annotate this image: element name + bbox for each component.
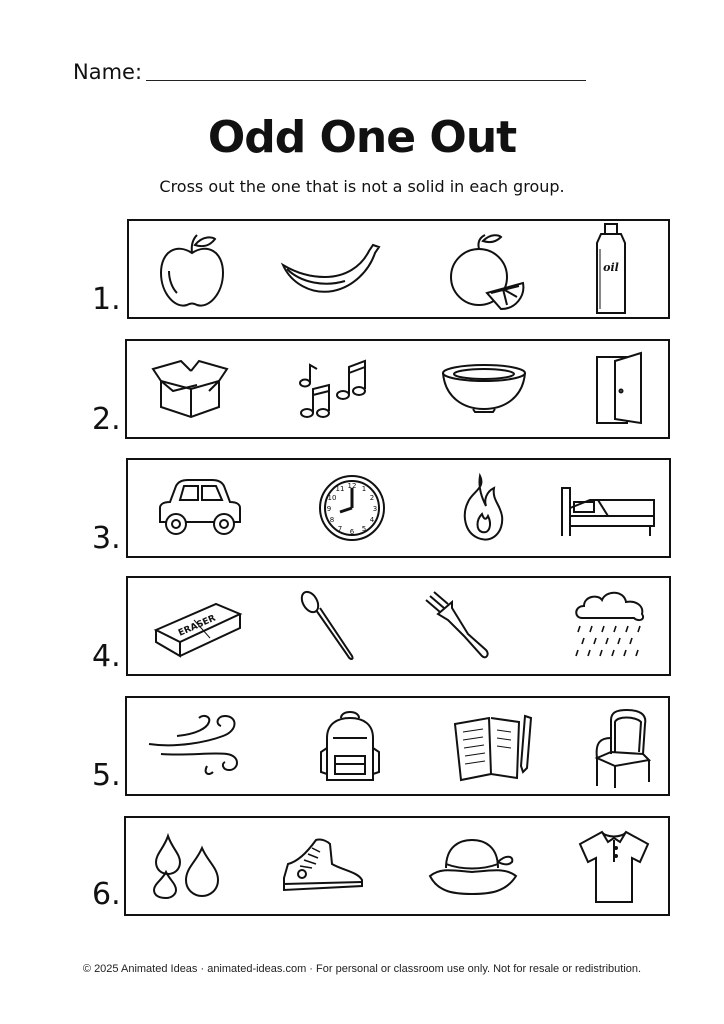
sneaker-icon[interactable] (282, 838, 364, 898)
svg-text:1: 1 (361, 485, 367, 493)
car-icon[interactable] (156, 478, 244, 538)
svg-text:9: 9 (326, 505, 332, 513)
row-number-5: 5. (92, 758, 121, 793)
row-4-box (126, 576, 671, 676)
row-1-box (127, 219, 670, 319)
bowl-icon[interactable] (441, 363, 527, 413)
svg-text:3: 3 (372, 505, 378, 513)
fire-icon[interactable] (458, 474, 506, 542)
rain-cloud-icon[interactable] (572, 590, 650, 662)
page-title: Odd One Out (207, 112, 517, 163)
music-notes-icon[interactable] (297, 355, 375, 421)
fork-icon[interactable] (424, 590, 494, 660)
hat-icon[interactable] (426, 838, 518, 896)
svg-text:8: 8 (329, 516, 335, 524)
name-line[interactable] (146, 80, 586, 81)
row-5-box (125, 696, 670, 796)
row-6-box (124, 816, 670, 916)
door-icon[interactable] (595, 351, 643, 425)
svg-text:4: 4 (369, 516, 375, 524)
wind-icon[interactable] (147, 714, 243, 776)
bed-icon[interactable] (558, 486, 656, 538)
svg-text:11: 11 (335, 485, 345, 493)
instructions: Cross out the one that is not a solid in each group. (159, 177, 565, 196)
svg-text:2: 2 (369, 494, 375, 502)
eraser-label: ERASER (177, 613, 218, 639)
svg-text:6: 6 (349, 528, 355, 536)
row-2-box (125, 339, 670, 439)
shirt-icon[interactable] (578, 828, 650, 904)
water-drops-icon[interactable] (150, 834, 224, 900)
svg-text:5: 5 (361, 525, 367, 533)
name-label: Name: (73, 60, 143, 84)
svg-text:10: 10 (327, 494, 337, 502)
row-3-box (126, 458, 671, 558)
row-number-3: 3. (92, 521, 121, 556)
svg-text:7: 7 (337, 525, 343, 533)
eraser-icon[interactable] (154, 600, 242, 658)
banana-icon[interactable] (281, 243, 381, 298)
row-number-6: 6. (92, 877, 121, 912)
clock-icon[interactable] (318, 474, 386, 542)
box-icon[interactable] (151, 357, 229, 419)
backpack-icon[interactable] (317, 708, 383, 786)
oil-label: oil (603, 261, 619, 274)
row-number-4: 4. (92, 639, 121, 674)
notebook-icon[interactable] (451, 712, 537, 782)
spoon-icon[interactable] (300, 590, 358, 664)
row-number-2: 2. (92, 402, 121, 437)
chair-icon[interactable] (593, 708, 651, 788)
oil-bottle-icon[interactable] (591, 223, 631, 315)
row-number-1: 1. (92, 282, 121, 317)
apple-icon[interactable] (157, 231, 227, 309)
orange-icon[interactable] (447, 231, 525, 309)
footer-copyright: © 2025 Animated Ideas · animated-ideas.com · For personal or classroom use only. Not for resale or redistribution. (82, 963, 642, 975)
svg-text:12: 12 (347, 482, 357, 490)
